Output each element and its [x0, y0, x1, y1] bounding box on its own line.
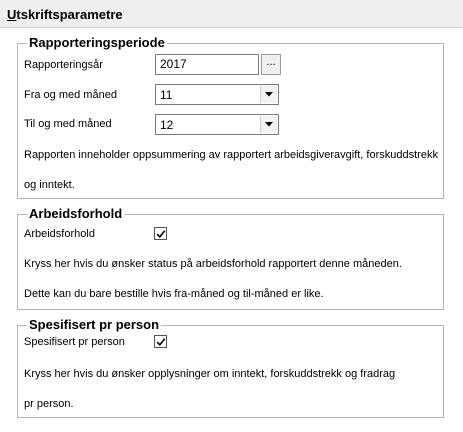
employment-group	[17, 206, 444, 310]
to-month-value: 12	[160, 118, 174, 132]
employment-description-line2: Dette kan du bare bestille hvis fra-måned og til-måned er like.	[24, 288, 324, 300]
reporting-period-description-line2: og inntekt.	[24, 179, 75, 191]
employment-checkbox[interactable]	[154, 227, 167, 240]
reporting-period-title: Rapporteringsperiode	[29, 35, 165, 50]
per-person-group	[17, 317, 444, 418]
to-month-select[interactable]	[155, 114, 279, 135]
reporting-year-field[interactable]: 2017	[155, 54, 259, 75]
checkmark-icon	[156, 337, 166, 347]
employment-description-line1: Kryss her hvis du ønsker status på arbeidsforhold rapportert denne måneden.	[24, 258, 402, 270]
reporting-year-browse-button[interactable]: ...	[261, 54, 281, 75]
per-person-description-line2: pr person.	[24, 398, 74, 410]
page-header	[0, 0, 463, 28]
reporting-period-group	[17, 35, 444, 199]
employment-checkbox-label: Arbeidsforhold	[24, 228, 95, 240]
reporting-period-description-line1: Rapporten inneholder oppsummering av rapportert arbeidsgiveravgift, forskuddstrekk	[24, 149, 438, 161]
page-title-mnemonic: U	[7, 7, 17, 22]
employment-title: Arbeidsforhold	[29, 206, 123, 221]
per-person-title: Spesifisert pr person	[29, 317, 160, 332]
page-title	[7, 7, 123, 22]
per-person-checkbox-label: Spesifisert pr person	[24, 336, 125, 348]
per-person-checkbox[interactable]	[154, 335, 167, 348]
from-month-select[interactable]	[155, 84, 279, 105]
from-month-value: 11	[160, 88, 173, 102]
checkmark-icon	[156, 229, 166, 239]
from-month-label: Fra og med måned	[24, 89, 117, 101]
chevron-down-icon[interactable]	[260, 116, 277, 133]
page-title-rest: tskriftsparametre	[16, 7, 123, 22]
chevron-down-icon[interactable]	[260, 86, 277, 103]
to-month-label: Til og med måned	[24, 118, 112, 130]
reporting-year-label: Rapporteringsår	[24, 59, 103, 71]
per-person-description-line1: Kryss her hvis du ønsker opplysninger om inntekt, forskuddstrekk og fradrag	[24, 368, 396, 380]
